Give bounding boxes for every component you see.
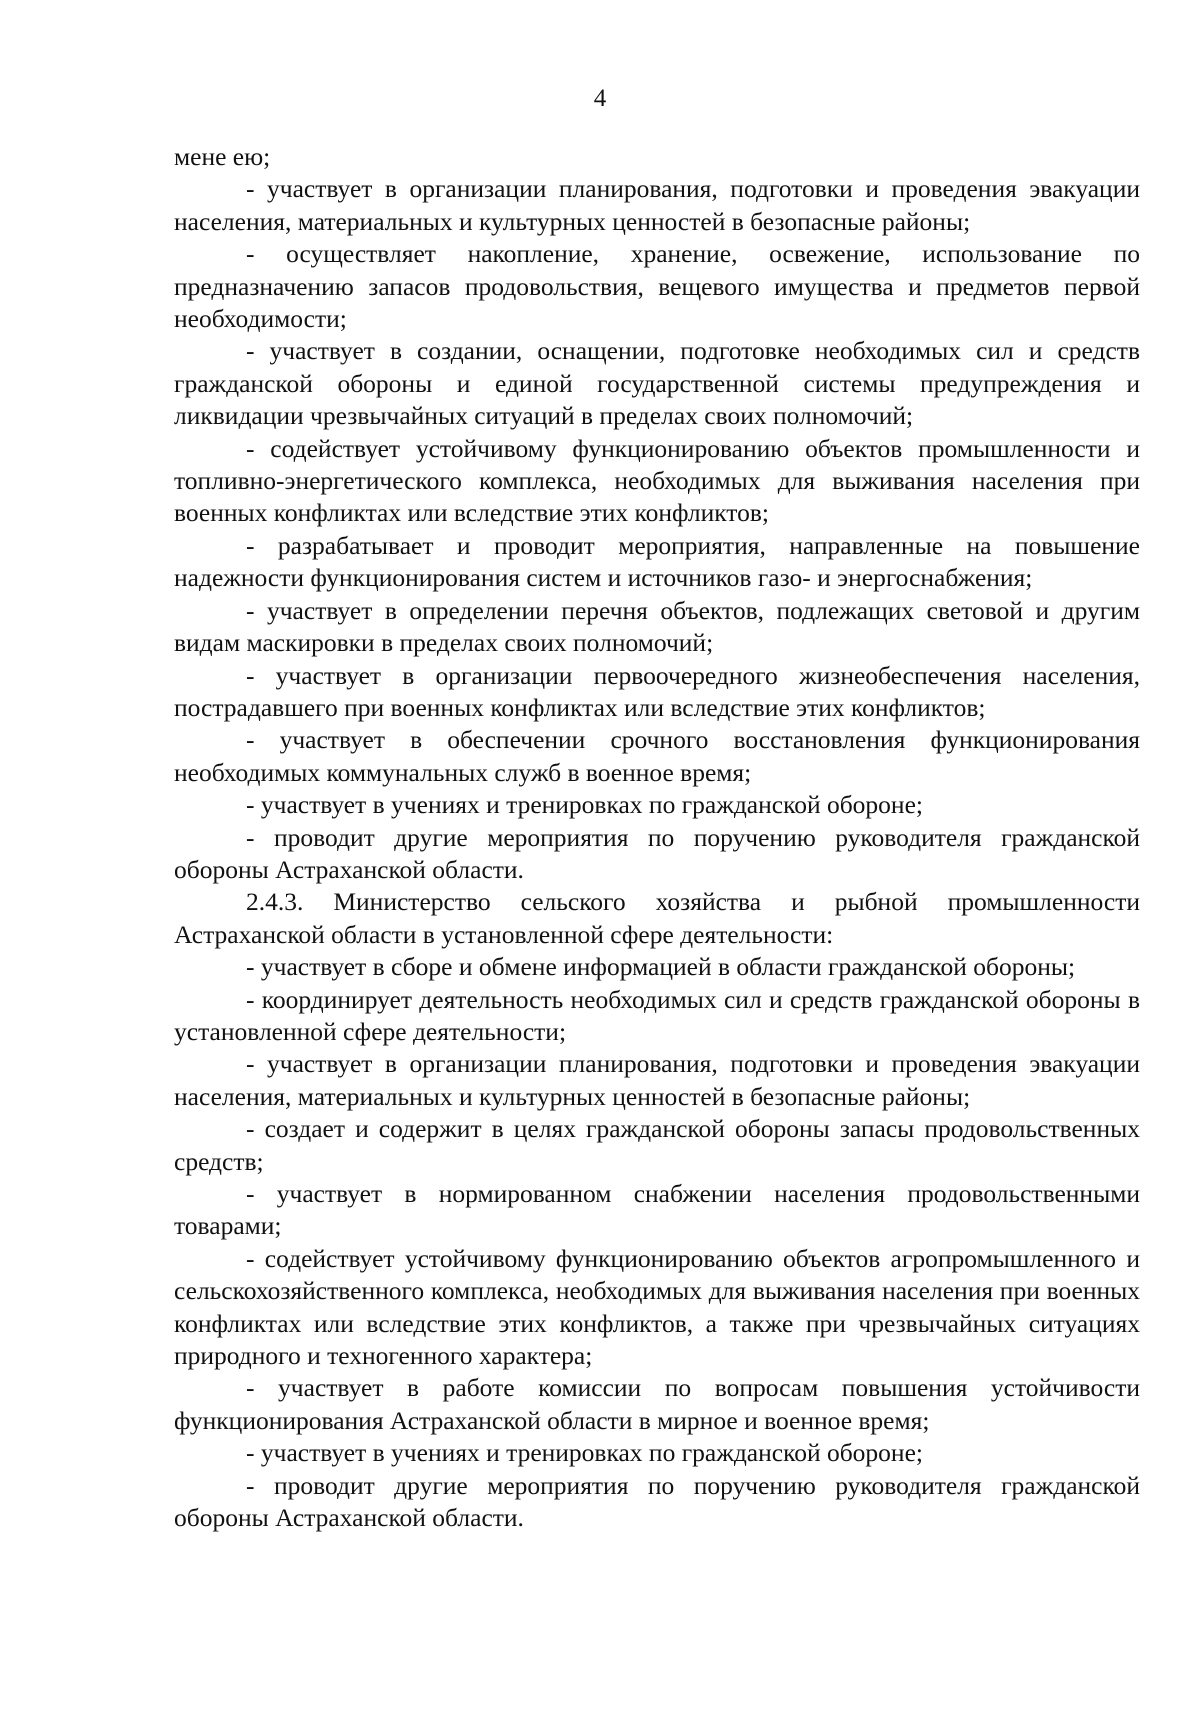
paragraph: - координирует деятельность необходимых сил и средств гражданской обороны в установленной сфере деятельности;	[174, 984, 1140, 1046]
paragraph: - участвует в организации планирования, подготовки и проведения эвакуации населения, материальных и культурных ценностей в безопасные районы;	[174, 1049, 1140, 1111]
paragraph: - проводит другие мероприятия по поручению руководителя гражданской обороны Астраханской области.	[174, 1470, 1140, 1533]
paragraph: - осуществляет накопление, хранение, освежение, использование по предназначению запасов продовольствия, вещевого имущества и предметов первой необходимости;	[174, 239, 1140, 334]
paragraph: - участвует в работе комиссии по вопросам повышения устойчивости функционирования Астраханской области в мирное и военное время;	[174, 1373, 1140, 1435]
paragraph: - участвует в организации планирования, подготовки и проведения эвакуации населения, материальных и культурных ценностей в безопасные районы;	[174, 174, 1140, 236]
paragraph: - участвует в создании, оснащении, подготовке необходимых сил и средств гражданской обороны и единой государственной системы предупреждения и ликвидации чрезвычайных ситуаций в пределах своих полномочий;	[174, 336, 1140, 431]
paragraph: - разрабатывает и проводит мероприятия, направленные на повышение надежности функционирования систем и источников газо- и энергоснабжения;	[174, 530, 1140, 593]
paragraph: - участвует в обеспечении срочного восстановления функционирования необходимых коммунальных служб в военное время;	[174, 725, 1140, 787]
paragraph: - участвует в сборе и обмене информацией в области гражданской обороны;	[246, 952, 1076, 982]
paragraph: - участвует в учениях и тренировках по гражданской обороне;	[246, 790, 923, 820]
page-number: 4	[593, 85, 607, 112]
paragraph: - участвует в учениях и тренировках по гражданской обороне;	[246, 1438, 923, 1468]
paragraph: - проводит другие мероприятия по поручению руководителя гражданской обороны Астраханской области.	[174, 822, 1140, 884]
paragraph: - участвует в определении перечня объектов, подлежащих световой и другим видам маскировки в пределах своих полномочий;	[174, 595, 1140, 658]
paragraph: мене ею;	[174, 142, 271, 171]
paragraph: - содействует устойчивому функционированию объектов агропромышленного и сельскохозяйственного комплекса, необходимых для выживания населения при военных конфликтах или вследствие этих конфликтов, а также при чрезвычайных ситуациях природного и техногенного характера;	[174, 1243, 1140, 1371]
document-body	[174, 141, 1140, 1534]
paragraph: - участвует в организации первоочередного жизнеобеспечения населения, пострадавшего при военных конфликтах или вследствие этих конфликтов;	[174, 660, 1140, 722]
paragraph: - создает и содержит в целях гражданской обороны запасы продовольственных средств;	[174, 1114, 1140, 1176]
paragraph: - содействует устойчивому функционированию объектов промышленности и топливно-энергетического комплекса, необходимых для выживания населения при военных конфликтах или вследствие этих конфликтов;	[174, 433, 1140, 528]
paragraph: - участвует в нормированном снабжении населения продовольственными товарами;	[174, 1179, 1140, 1241]
section-heading-paragraph: 2.4.3. Министерство сельского хозяйства и рыбной промышленности Астраханской области в установленной сфере деятельности:	[174, 887, 1140, 949]
